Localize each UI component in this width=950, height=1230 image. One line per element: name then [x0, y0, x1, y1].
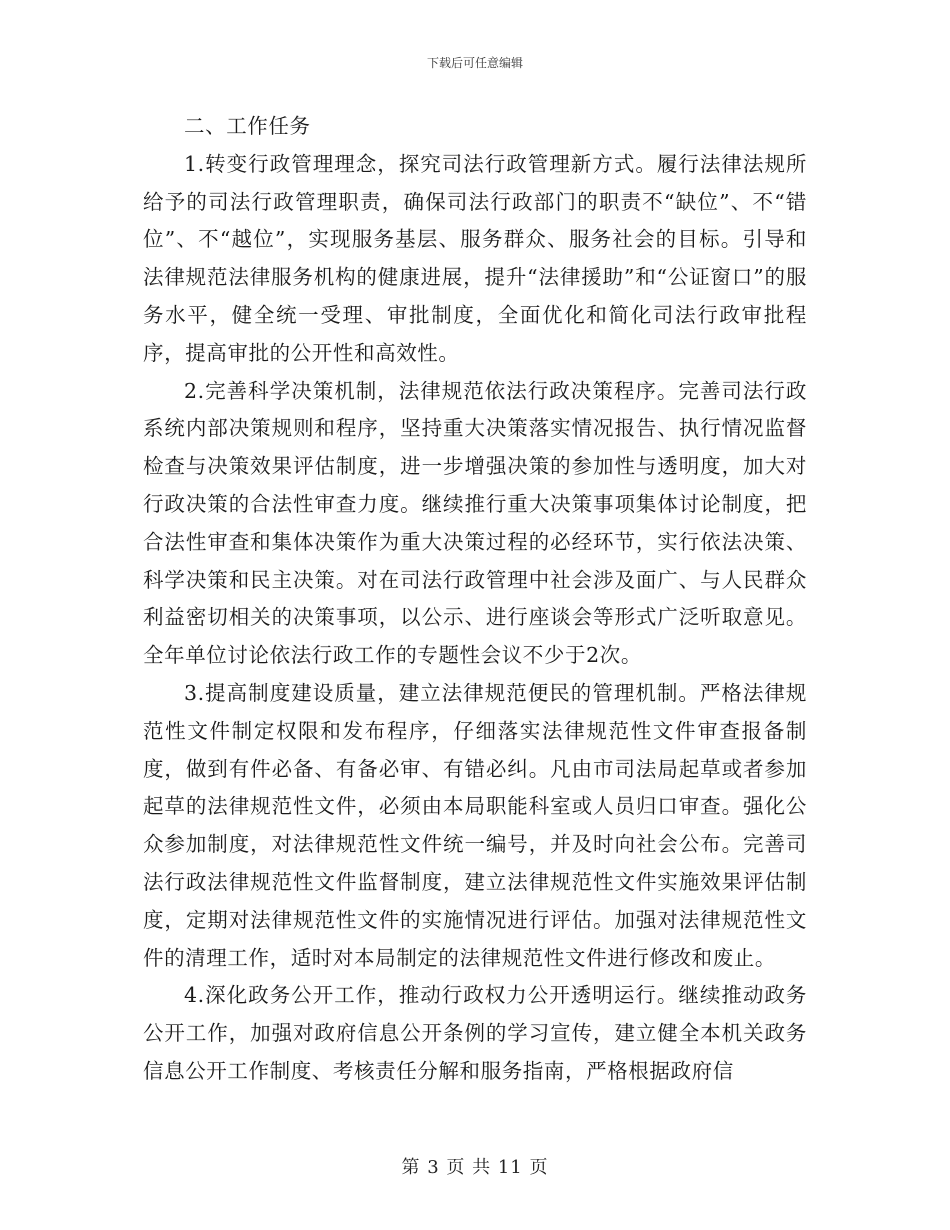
paragraph-2: 2.完善科学决策机制，法律规范依法行政决策程序。完善司法行政系统内部决策规则和程序，坚持重大决策落实情况报告、执行情况监督检查与决策效果评估制度，进一步增强决策的参加性与透明度，加大对行政决策的合法性审查力度。继续推行重大决策事项集体讨论制度，把合法性审查和集体决策作为重大决策过程的必经环节，实行依法决策、科学决策和民主决策。对在司法行政管理中社会涉及面广、与人民群众利益密切相关的决策事项，以公示、进行座谈会等形式广泛听取意见。全年单位讨论依法行政工作的专题性会议不少于2次。 — [143, 378, 807, 668]
paragraph-3: 3.提高制度建设质量，建立法律规范便民的管理机制。严格法律规范性文件制定权限和发布程序，仔细落实法律规范性文件审查报备制度，做到有件必备、有备必审、有错必纠。凡由市司法局起草或者参加起草的法律规范性文件，必须由本局职能科室或人员归口审查。强化公众参加制度，对法律规范性文件统一编号，并及时向社会公布。完善司法行政法律规范性文件监督制度，建立法律规范性文件实施效果评估制度，定期对法律规范性文件的实施情况进行评估。加强对法律规范性文件的清理工作，适时对本局制定的法律规范性文件进行修改和废止。 — [143, 680, 807, 970]
paragraph-4: 4.深化政务公开工作，推动行政权力公开透明运行。继续推动政务公开工作，加强对政府信息公开条例的学习宣传，建立健全本机关政务信息公开工作制度、考核责任分解和服务指南，严格根据政府信 — [143, 983, 807, 1083]
document-body — [143, 108, 807, 1091]
section-heading: 二、工作任务 — [184, 114, 311, 138]
page-header: 下载后可任意编辑 — [426, 56, 523, 70]
paragraph-1: 1.转变行政管理理念，探究司法行政管理新方式。履行法律法规所给予的司法行政管理职责，确保司法行政部门的职责不“缺位”、不“错位”、不“越位”，实现服务基层、服务群众、服务社会的目标。引导和法律规范法律服务机构的健康进展，提升“法律援助”和“公证窗口”的服务水平，健全统一受理、审批制度，全面优化和简化司法行政审批程序，提高审批的公开性和高效性。 — [143, 151, 807, 365]
page-number: 第 3 页 共 11 页 — [401, 1157, 549, 1178]
